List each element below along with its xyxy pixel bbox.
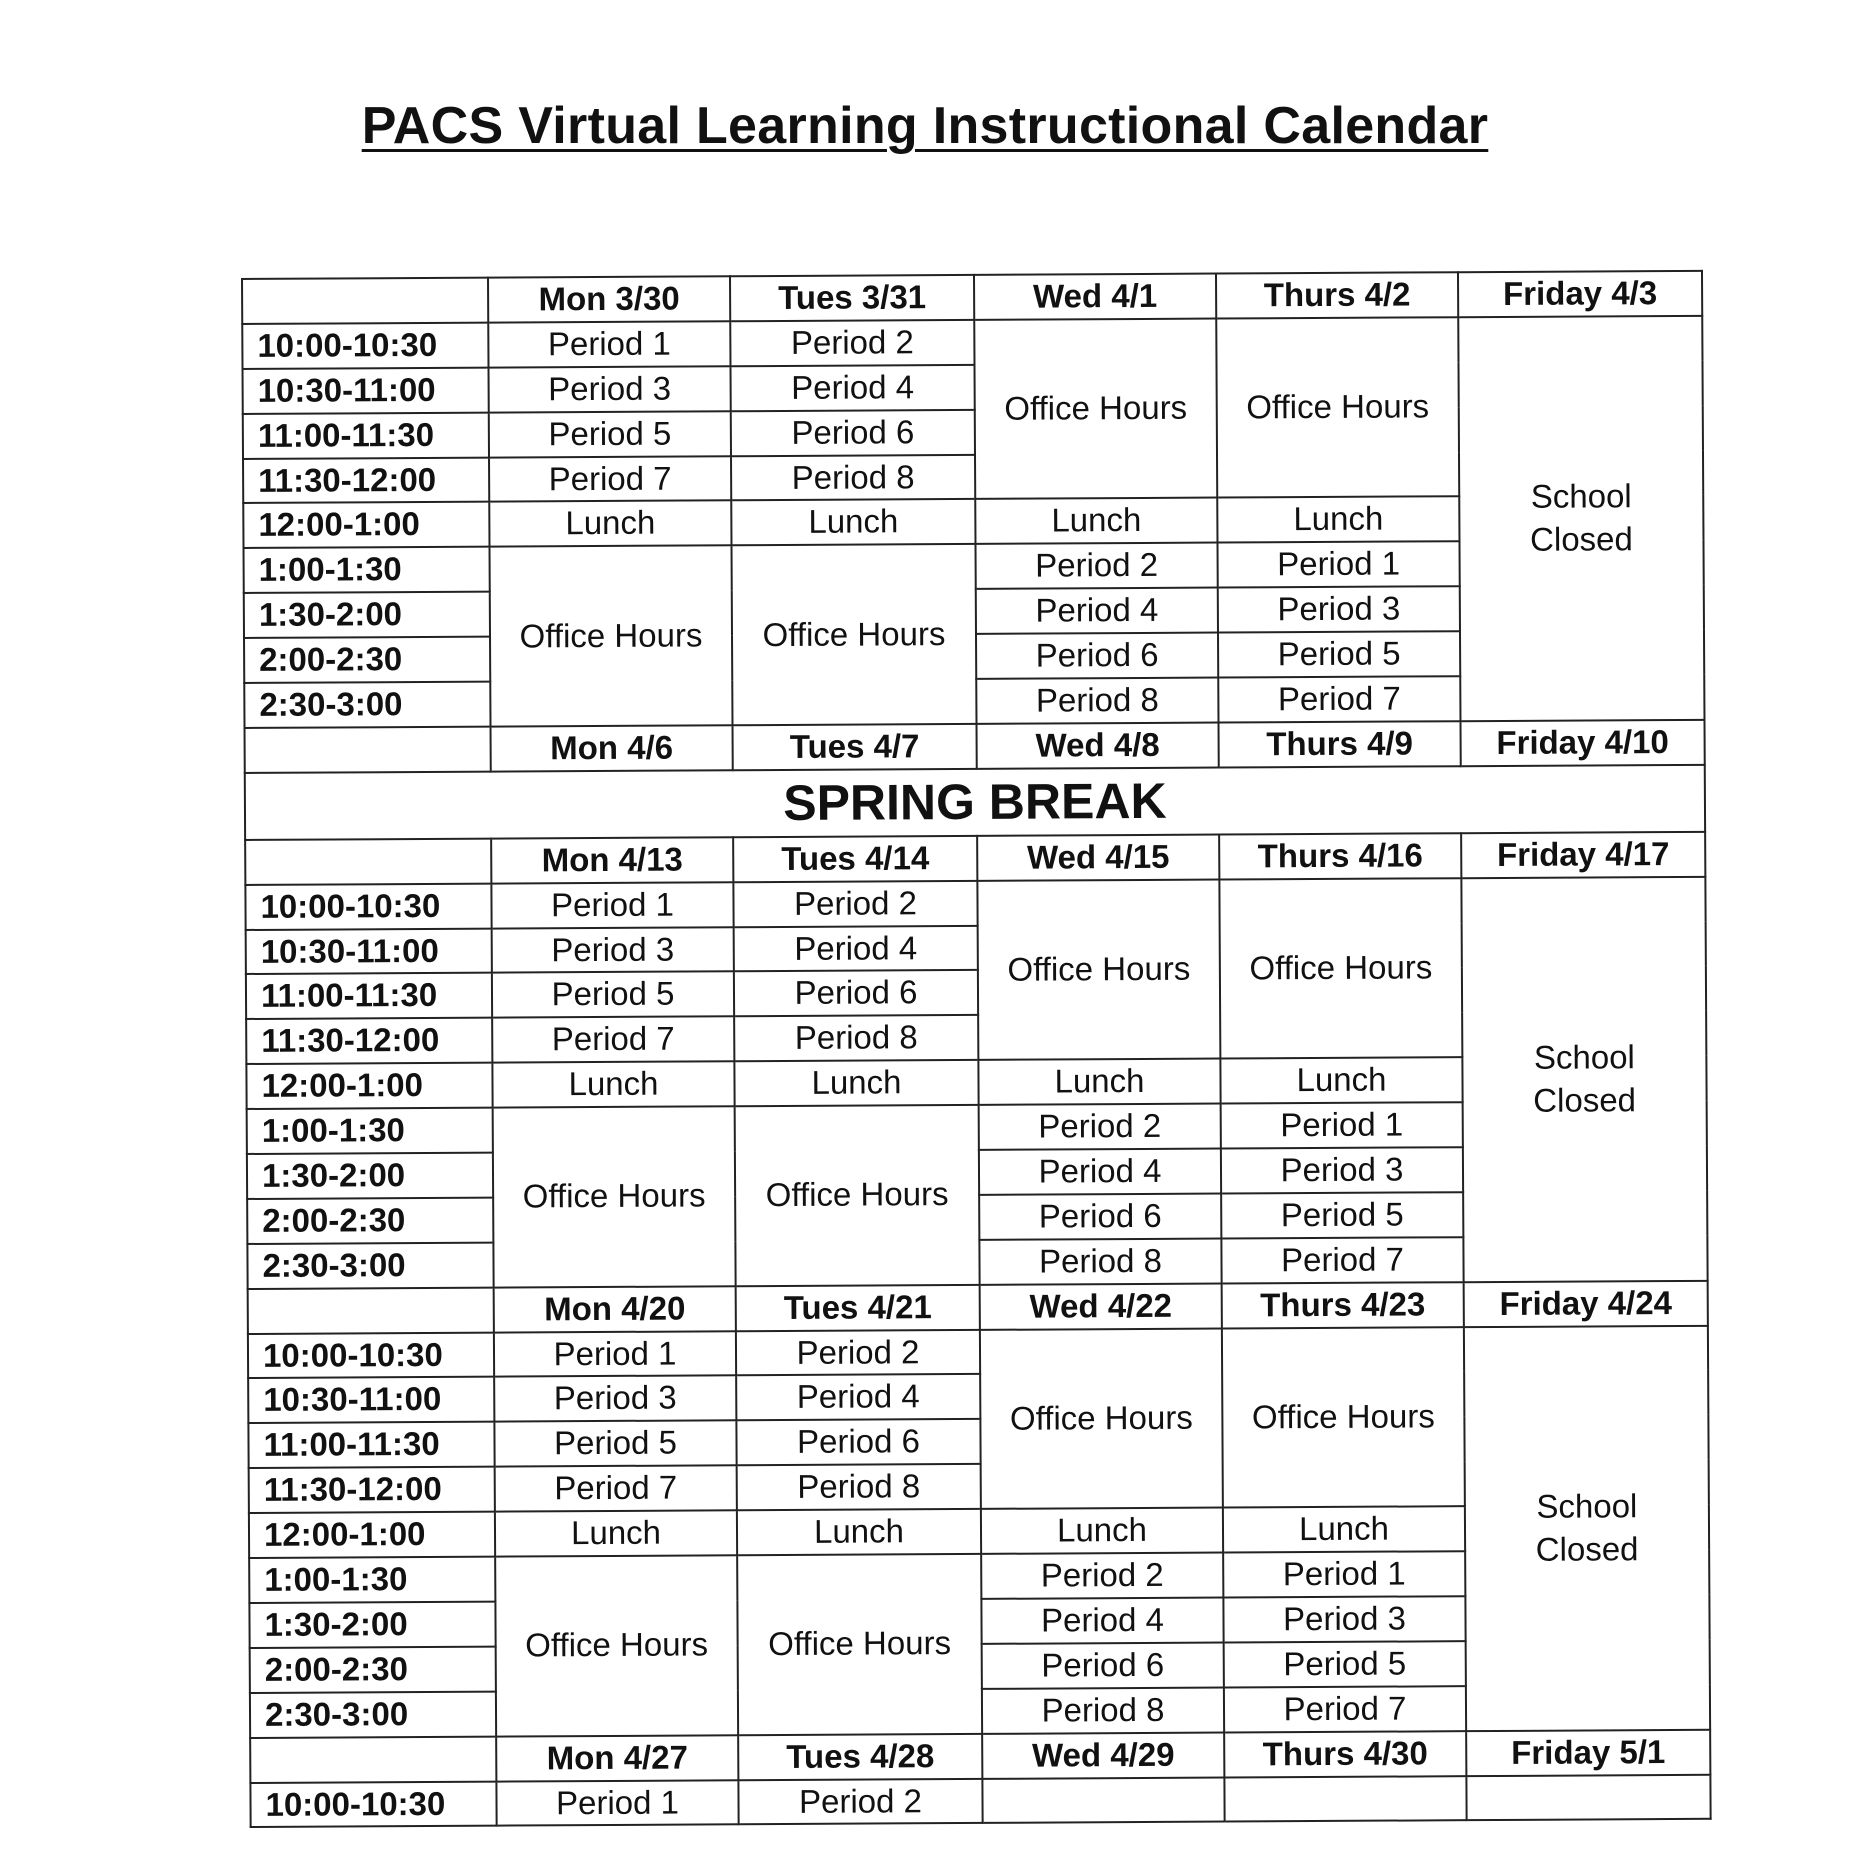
time-slot: 2:30-3:00	[244, 682, 490, 728]
schedule-cell: Period 5	[489, 411, 731, 457]
school-closed-cell	[1461, 877, 1707, 1282]
time-slot: 2:00-2:30	[250, 1646, 496, 1692]
lunch-cell: Lunch	[492, 1062, 734, 1108]
schedule-cell: Period 2	[730, 320, 974, 366]
day-header: Tues 4/14	[733, 836, 977, 882]
day-header: Thurs 4/23	[1222, 1282, 1464, 1328]
day-header: Wed 4/22	[980, 1283, 1222, 1329]
time-slot: 11:30-12:00	[243, 457, 489, 503]
schedule-cell: Period 2	[736, 1329, 980, 1375]
schedule-cell: Period 1	[488, 321, 730, 367]
schedule-cell: Period 4	[981, 1597, 1223, 1643]
schedule-cell: Period 3	[1223, 1596, 1465, 1642]
time-slot: 11:30-12:00	[249, 1467, 495, 1513]
week-header-row	[250, 1729, 1710, 1782]
office-hours-cell: Office Hours	[737, 1554, 982, 1735]
schedule-cell: Period 2	[981, 1553, 1223, 1599]
schedule-cell: Period 1	[494, 1331, 736, 1377]
lunch-cell: Lunch	[981, 1508, 1223, 1554]
schedule-cell: Period 7	[489, 456, 731, 502]
schedule-cell: Period 3	[489, 366, 731, 412]
schedule-cell: Period 6	[731, 410, 975, 456]
time-slot: 2:30-3:00	[247, 1242, 493, 1288]
schedule-cell: Period 7	[1224, 1686, 1466, 1732]
time-slot: 2:00-2:30	[244, 637, 490, 683]
school-label: School	[1530, 477, 1632, 515]
schedule-row	[245, 877, 1705, 930]
time-slot: 2:30-3:00	[250, 1691, 496, 1737]
schedule-cell: Period 2	[979, 1104, 1221, 1150]
corner-cell	[250, 1736, 496, 1782]
schedule-cell: Period 2	[738, 1778, 982, 1824]
day-header: Friday 4/17	[1461, 832, 1705, 878]
time-slot: 10:00-10:30	[248, 1332, 494, 1378]
schedule-row	[242, 316, 1702, 369]
spring-break-row	[245, 765, 1705, 840]
time-slot: 1:00-1:30	[244, 547, 490, 593]
lunch-cell: Lunch	[737, 1509, 981, 1555]
office-hours-cell: Office Hours	[1219, 878, 1462, 1059]
schedule-cell: Period 8	[737, 1464, 981, 1510]
spring-break-banner: SPRING BREAK	[245, 765, 1705, 840]
time-slot: 10:30-11:00	[248, 1377, 494, 1423]
schedule-cell: Period 1	[1217, 542, 1459, 588]
schedule-cell: Period 5	[1224, 1641, 1466, 1687]
schedule-cell: Period 1	[491, 882, 733, 928]
time-slot: 1:00-1:30	[249, 1557, 495, 1603]
schedule-cell: Period 4	[736, 1374, 980, 1420]
day-header: Tues 4/21	[736, 1285, 980, 1331]
schedule-cell: Period 8	[976, 678, 1218, 724]
lunch-cell: Lunch	[1217, 497, 1459, 543]
schedule-row	[248, 1325, 1708, 1378]
schedule-cell: Period 1	[1223, 1551, 1465, 1597]
week-header-row	[245, 720, 1705, 773]
time-slot: 12:00-1:00	[243, 502, 489, 548]
day-header: Thurs 4/9	[1218, 721, 1460, 767]
time-slot: 12:00-1:00	[246, 1063, 492, 1109]
lunch-cell: Lunch	[489, 501, 731, 547]
schedule-cell: Period 2	[975, 543, 1217, 589]
lunch-cell: Lunch	[975, 498, 1217, 544]
office-hours-cell: Office Hours	[493, 1106, 736, 1287]
time-slot: 12:00-1:00	[249, 1512, 495, 1558]
time-slot: 1:30-2:00	[249, 1602, 495, 1648]
closed-label: Closed	[1533, 1080, 1637, 1119]
school-label: School	[1536, 1486, 1638, 1525]
schedule-cell: Period 1	[496, 1780, 738, 1826]
day-header: Thurs 4/30	[1224, 1731, 1466, 1777]
day-header: Friday 4/10	[1460, 720, 1704, 766]
office-hours-cell: Office Hours	[977, 879, 1220, 1060]
time-slot: 10:30-11:00	[243, 367, 489, 413]
time-slot: 1:00-1:30	[247, 1108, 493, 1154]
office-hours-cell: Office Hours	[735, 1105, 980, 1286]
schedule-cell: Period 4	[734, 925, 978, 971]
corner-cell	[245, 727, 491, 773]
office-hours-cell: Office Hours	[1222, 1327, 1465, 1508]
day-header: Friday 4/24	[1464, 1281, 1708, 1327]
schedule-cell	[982, 1777, 1224, 1823]
schedule-cell: Period 4	[730, 365, 974, 411]
time-slot: 2:00-2:30	[247, 1198, 493, 1244]
schedule-cell: Period 8	[731, 454, 975, 500]
lunch-cell: Lunch	[495, 1510, 737, 1556]
schedule-cell: Period 5	[1218, 631, 1460, 677]
week-header-row	[242, 271, 1702, 324]
schedule-cell: Period 3	[1221, 1147, 1463, 1193]
closed-label: Closed	[1530, 520, 1633, 558]
lunch-cell: Lunch	[1220, 1057, 1462, 1103]
day-header: Wed 4/29	[982, 1732, 1224, 1778]
schedule-cell: Period 8	[982, 1687, 1224, 1733]
day-header: Thurs 4/16	[1219, 833, 1461, 879]
office-hours-cell: Office Hours	[495, 1555, 738, 1736]
schedule-cell: Period 4	[976, 588, 1218, 634]
schedule-cell: Period 2	[733, 881, 977, 927]
time-slot: 11:00-11:30	[248, 1422, 494, 1468]
office-hours-cell: Office Hours	[1216, 317, 1459, 498]
lunch-cell: Lunch	[734, 1060, 978, 1106]
day-header: Wed 4/15	[977, 834, 1219, 880]
day-header: Friday 5/1	[1466, 1729, 1710, 1775]
day-header: Tues 4/28	[738, 1733, 982, 1779]
schedule-cell: Period 8	[979, 1238, 1221, 1284]
day-header: Mon 3/30	[488, 276, 730, 322]
time-slot: 10:00-10:30	[245, 883, 491, 929]
schedule-cell: Period 6	[976, 633, 1218, 679]
schedule-cell: Period 3	[494, 1376, 736, 1422]
schedule-row	[250, 1774, 1710, 1827]
week-header-row	[248, 1281, 1708, 1334]
schedule-cell: Period 6	[736, 1419, 980, 1465]
time-slot: 10:30-11:00	[246, 928, 492, 974]
schedule-cell: Period 3	[492, 927, 734, 973]
corner-cell	[245, 838, 491, 884]
page-title: PACS Virtual Learning Instructional Calendar	[361, 97, 1489, 155]
schedule-cell: Period 5	[492, 972, 734, 1018]
school-closed-cell	[1464, 1325, 1710, 1730]
time-slot: 11:30-12:00	[246, 1018, 492, 1064]
day-header: Mon 4/27	[496, 1735, 738, 1781]
schedule-cell: Period 7	[492, 1017, 734, 1063]
day-header: Tues 3/31	[730, 275, 974, 321]
schedule-cell: Period 5	[494, 1421, 736, 1467]
day-header: Mon 4/13	[491, 837, 733, 883]
schedule-cell: Period 7	[1218, 676, 1460, 722]
schedule-cell: Period 5	[1221, 1192, 1463, 1238]
lunch-cell: Lunch	[731, 499, 975, 545]
school-label: School	[1533, 1038, 1635, 1076]
day-header: Wed 4/1	[974, 274, 1216, 320]
time-slot: 11:00-11:30	[243, 412, 489, 458]
office-hours-cell: Office Hours	[980, 1328, 1223, 1509]
schedule-cell: Period 8	[734, 1015, 978, 1061]
week-header-row	[245, 832, 1705, 885]
closed-label: Closed	[1535, 1529, 1639, 1568]
schedule-cell	[1466, 1774, 1710, 1820]
corner-cell	[248, 1287, 494, 1333]
time-slot: 10:00-10:30	[250, 1781, 496, 1827]
day-header: Friday 4/3	[1458, 271, 1702, 317]
time-slot: 11:00-11:30	[246, 973, 492, 1019]
day-header: Mon 4/20	[494, 1286, 736, 1332]
day-header: Wed 4/8	[977, 722, 1219, 768]
schedule-cell: Period 6	[979, 1193, 1221, 1239]
office-hours-cell: Office Hours	[974, 318, 1217, 499]
office-hours-cell: Office Hours	[732, 544, 977, 725]
lunch-cell: Lunch	[1223, 1506, 1465, 1552]
schedule-cell: Period 7	[495, 1466, 737, 1512]
schedule-cell: Period 6	[982, 1642, 1224, 1688]
time-slot: 10:00-10:30	[242, 323, 488, 369]
calendar-table	[241, 270, 1712, 1829]
schedule-cell: Period 7	[1221, 1237, 1463, 1283]
lunch-cell: Lunch	[978, 1059, 1220, 1105]
day-header: Thurs 4/2	[1216, 272, 1458, 318]
school-closed-cell	[1458, 316, 1704, 721]
time-slot: 1:30-2:00	[247, 1153, 493, 1199]
schedule-cell	[1224, 1776, 1466, 1822]
day-header: Mon 4/6	[491, 725, 733, 771]
schedule-cell: Period 3	[1218, 586, 1460, 632]
corner-cell	[242, 278, 488, 324]
day-header: Tues 4/7	[733, 724, 977, 770]
schedule-cell: Period 1	[1221, 1102, 1463, 1148]
office-hours-cell: Office Hours	[490, 546, 733, 727]
schedule-cell: Period 4	[979, 1149, 1221, 1195]
calendar-wrapper	[241, 270, 1710, 1829]
time-slot: 1:30-2:00	[244, 592, 490, 638]
schedule-cell: Period 6	[734, 970, 978, 1016]
